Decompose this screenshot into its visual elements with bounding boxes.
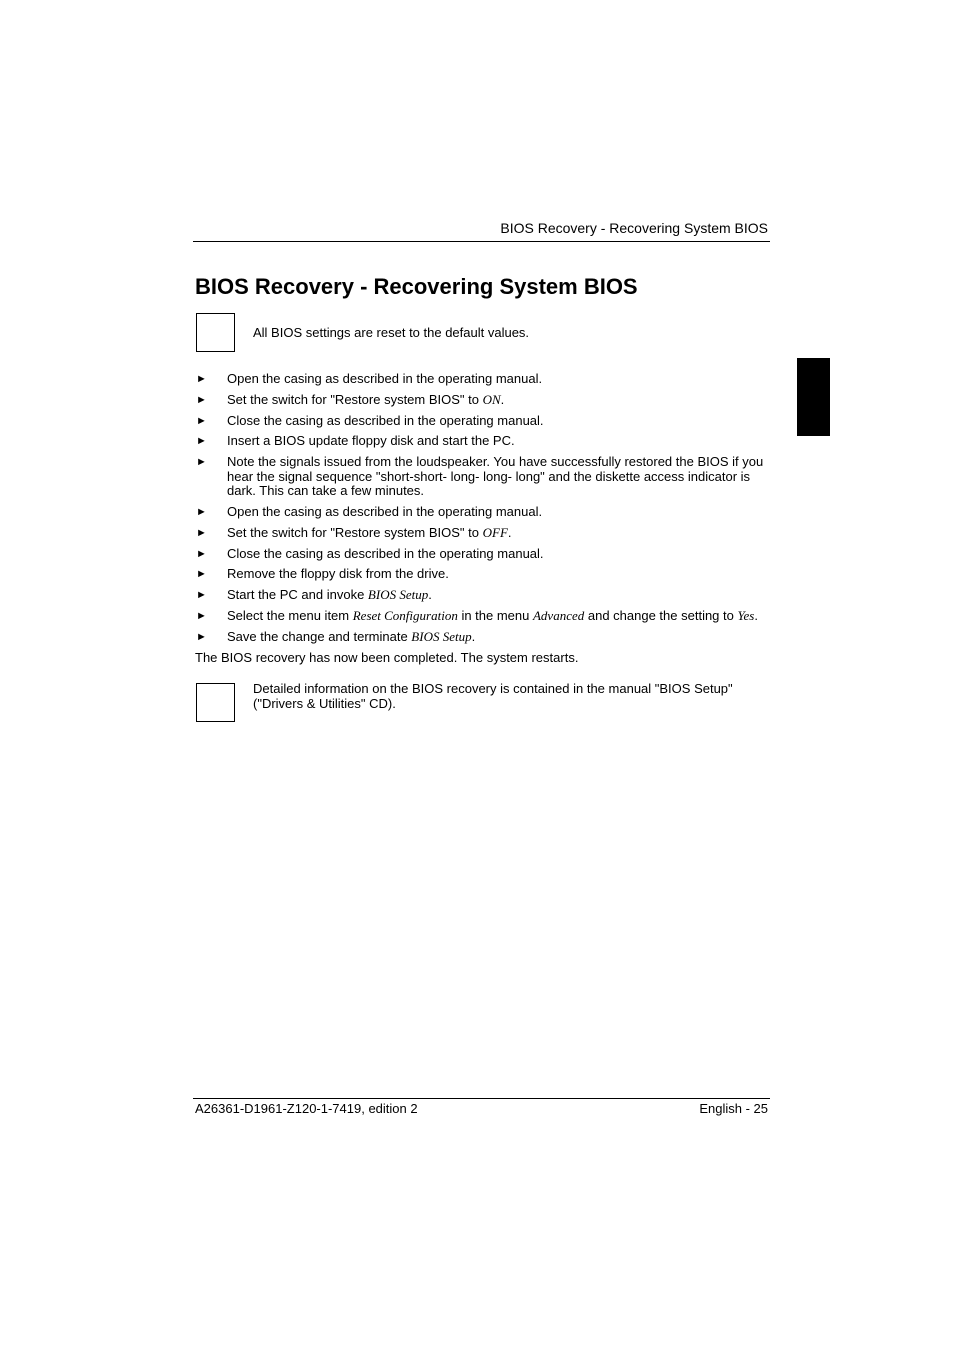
arrow-bullet-icon: ► [196,373,207,385]
step-text: Close the casing as described in the operating manual. [227,545,544,561]
arrow-bullet-icon: ► [196,393,207,406]
arrow-bullet-icon: ► [196,414,207,427]
step-emphasis: OFF [482,524,508,540]
step-item [195,630,770,645]
arrow-bullet-icon: ► [196,609,207,622]
arrow-bullet-icon: ► [196,589,207,602]
step-emphasis: BIOS Setup [367,587,429,603]
step-item [195,588,770,603]
step-item [195,414,770,429]
step-item [195,567,770,582]
arrow-bullet-icon: ► [196,547,207,560]
step-text: Set the switch for "Restore system BIOS" to [227,391,483,407]
step-text: Remove the floppy disk from the drive. [227,566,449,582]
step-text: Open the casing as described in the operating manual. [227,503,543,519]
step-text: Note the signals issued from the loudspeaker. You have successfully restored the BIOS if you hear the signal sequence "short-short- long- long- long" and the diskette access indicator is dark. This can take a few minutes. [227,454,764,499]
step-item [195,393,770,408]
step-emphasis: ON [482,391,501,407]
note-text: Detailed information on the BIOS recovery is contained in the manual "BIOS Setup" ("Drivers & Utilities" CD). [253,681,733,711]
step-emphasis: Yes [737,607,755,623]
step-text: . [507,524,512,540]
step-text: Save the change and terminate [227,628,412,644]
arrow-bullet-icon: ► [196,456,207,469]
step-item [195,609,770,624]
step-item [195,526,770,541]
step-text: Start the PC and invoke [227,587,368,603]
step-text: Select the menu item [227,607,353,623]
step-text: . [754,607,758,623]
running-header: BIOS Recovery - Recovering System BIOS [500,220,768,236]
page-title: BIOS Recovery - Recovering System BIOS [195,274,638,299]
step-emphasis: BIOS Setup [411,628,472,644]
step-text: Set the switch for "Restore system BIOS" to [227,524,483,540]
arrow-bullet-icon: ► [196,505,207,518]
arrow-bullet-icon: ► [196,435,207,448]
arrow-bullet-icon: ► [196,568,207,581]
step-emphasis: Advanced [532,607,585,623]
step-item [195,547,770,562]
step-emphasis: Reset Configuration [352,607,458,623]
conclusion-text: The BIOS recovery has now been completed. The system restarts. [195,650,579,665]
arrow-bullet-icon: ► [196,526,207,539]
section-thumb-tab [797,358,830,436]
footer-rule [193,1098,770,1099]
step-text: . [471,628,476,644]
step-text: in the menu [457,607,533,623]
note-icon [196,683,235,722]
step-item [195,434,770,449]
step-text: and change the setting to [584,607,738,623]
note-text: All BIOS settings are reset to the default values. [253,325,530,340]
document-id: A26361-D1961-Z120-1-7419, edition 2 [195,1101,418,1116]
step-item [195,372,770,387]
page-number: English - 25 [699,1101,768,1116]
step-text: Insert a BIOS update floppy disk and start the PC. [227,433,515,449]
note-icon [196,313,235,352]
step-text: . [500,391,505,407]
step-text: Open the casing as described in the operating manual. [227,371,543,386]
step-text: . [428,587,432,603]
step-item [195,455,770,499]
arrow-bullet-icon: ► [196,630,207,643]
step-item [195,505,770,520]
step-text: Close the casing as described in the operating manual. [227,412,544,428]
step-list [195,372,770,651]
header-rule [193,241,770,242]
